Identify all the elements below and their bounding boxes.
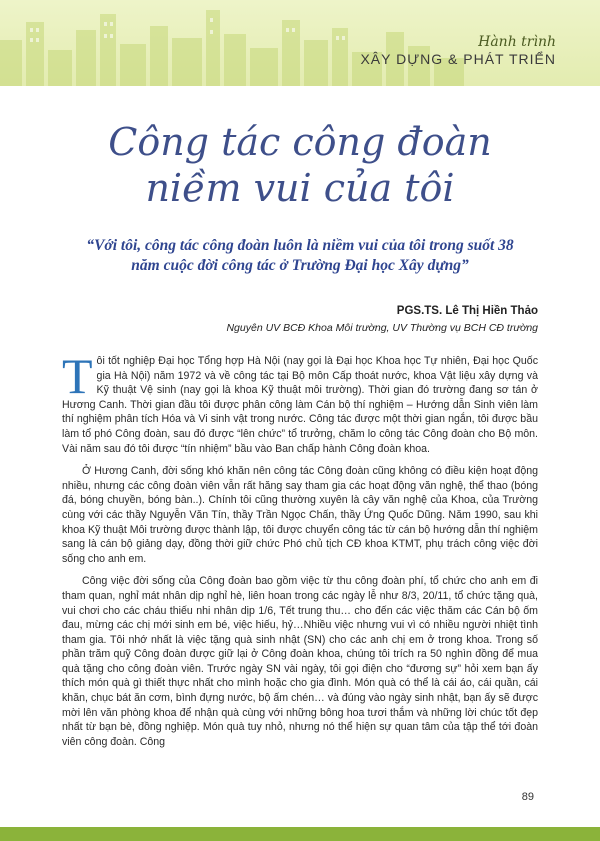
article-title-line1: Công tác công đoàn <box>108 120 492 164</box>
article-body <box>62 348 538 757</box>
paragraph-1-text: ôi tốt nghiệp Đại học Tổng hợp Hà Nội (nay gọi là Đại học Khoa học Tự nhiên, Đại học Quốc gia Hà Nội) năm 1972 và về công tác tại Bộ môn Cấp thoát nước, khoa Vật liệu xây dựng và Kỹ thuật Vệ sinh (nay gọi là khoa Kỹ thuật môi trường). Thời gian đó trường đang sơ tán ở Hương Canh. Thời gian đầu tôi được phân công làm Cán bộ thí nghiệm – Hướng dẫn Sinh viên làm thí nghiệm phân tích Hóa và Vi sinh vật trong nước. Công tác được một thời gian ngắn, tôi được bầu làm tổ phó Công đoàn, sau đó được “lên chức” tổ trưởng, chăm lo công tác Công đoàn cho Bộ môn. Vài năm sau đó tôi được “tín nhiệm” bầu vào Ban chấp hành Công đoàn khoa. <box>62 355 538 455</box>
header-banner <box>0 0 600 86</box>
author-role: Nguyên UV BCĐ Khoa Môi trường, UV Thường vụ BCH CĐ trường <box>226 322 538 334</box>
drop-cap: T <box>62 348 93 404</box>
author-name: PGS.TS. Lê Thị Hiền Thảo <box>396 305 538 317</box>
publication-brand <box>360 34 556 68</box>
article-title-line2: niềm vui của tôi <box>145 166 455 210</box>
paragraph-1 <box>62 348 538 456</box>
paragraph-2: Ở Hương Canh, đời sống khó khăn nên công tác Công đoàn cũng không có điều kiện hoạt động nhiều, nhưng các công đoàn viên vẫn rất hăng say tham gia các hoạt động văn nghệ, thể thao (bóng đá, bóng chuyền, bóng bàn..). Chính tôi cũng thường xuyên là cây văn nghệ của Khoa, của Trường cùng với các thầy Nguyễn Văn Tín, thầy Trần Ngọc Chấn, thầy Ứng Quốc Dũng. Năm 1990, sau khi khoa Kỹ thuật Môi trường được thành lập, tôi được chuyển công tác từ cán bộ hướng dẫn thí nghiệm sang là cán bộ giảng dạy, đồng thời giữ chức Phó chủ tịch CĐ khoa KTMT, phụ trách công việc đời sống cho anh em. <box>62 465 538 565</box>
article-subtitle: “Với tôi, công tác công đoàn luôn là niềm vui của tôi trong suốt 38 năm cuộc đời công tác ở Trường Đại học Xây dựng” <box>86 237 514 274</box>
paragraph-3: Công việc đời sống của Công đoàn bao gồm việc từ thu công đoàn phí, tổ chức cho anh em đi tham quan, nghỉ mát nhân dịp nghỉ hè, liên hoan trong các ngày lễ như 8/3, 20/11, tổ chức tặng quà, vui chơi cho các cháu thiếu nhi nhân dịp 1/6, Tết trung thu… cho đến các việc thăm các Cán bộ ốm đau, mừng các chị mới sinh em bé, việc hiếu, hỷ…Nhiều việc nhưng vui vì có nhiều người nhiệt tình tham gia. Tôi nhớ nhất là việc tặng quà sinh nhật (SN) cho các anh chị em ở trong khoa. Trong số phần trăm quỹ Công đoàn được giữ lại ở Công đoàn khoa, chúng tôi trích ra 50 nghìn đồng để mua quà tặng cho công đoàn viên. Trước ngày SN vài ngày, tôi gọi điện cho “đương sự” hỏi xem bạn ấy thích món quà gì thiết thực nhất cho mình hoặc cho gia đình. Món quà có thể là cái áo, cái quần, cái khăn, chục bát ăn cơm, bình đựng nước, bộ ấm chén… và đúng vào ngày sinh nhật, bạn ấy sẽ được mời lên văn phòng khoa để nhận quà cùng với những bông hoa tươi thắm và những lời chúc tốt đẹp nhất từ bạn bè, đồng nghiệp. Món quà tuy nhỏ, nhưng nó thể hiện sự quan tâm của tập thể tới đoàn viên công đoàn. Công <box>62 575 538 748</box>
author-block <box>226 302 538 336</box>
brand-caps: XÂY DỰNG & PHÁT TRIỂN <box>360 51 556 67</box>
footer-bar <box>0 827 600 841</box>
page-number: 89 <box>521 791 534 803</box>
brand-script: Hành trình <box>478 34 556 50</box>
